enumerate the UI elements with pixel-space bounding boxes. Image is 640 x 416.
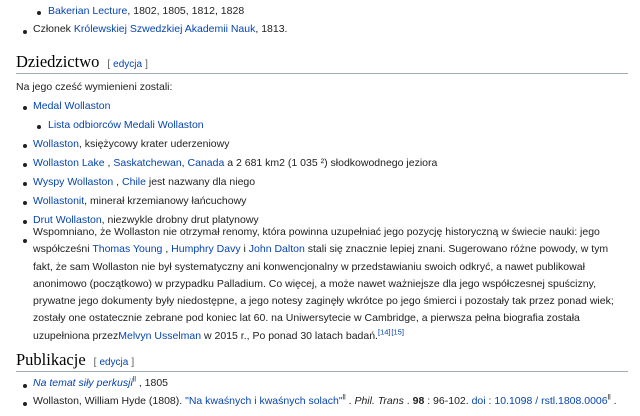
reference-15[interactable]: [15] [391,327,404,337]
list-bullet [23,144,27,148]
wollaston-crater-link[interactable]: Wollaston [33,138,79,150]
list-item-publication-2: Wollaston, William Hyde (1808). "Na kwaśnych i kwaśnych solach"$^{ll}$ . Phil. Trans . 98 : 96-102. doi : 10.1098 / rstl.1808.0006$^{ll}$ . [33,394,617,407]
list-bullet [23,163,27,167]
list-bullet [23,106,27,110]
external-link-marker: ll [132,376,136,384]
list-item-medal [33,100,110,112]
list-bullet [23,384,27,388]
list-bullet [23,220,27,224]
doi-value-link[interactable]: 10.1098 / rstl.1808.0006 [494,395,608,407]
thomas-young-link[interactable]: Thomas Young [92,243,163,256]
section-title: Dziedzictwo [16,52,100,71]
canada-link[interactable]: Canada [187,157,225,169]
member-prefix: Członek [33,23,74,35]
list-item-mineral: Wollastonit, minerał krzemianowy łańcuchowy [33,195,247,207]
list-bullet [23,239,27,243]
member-year: , 1813. [255,23,288,35]
section-heading-publikacje [16,350,134,370]
bakerian-lecture-link[interactable]: Bakerian Lecture [48,5,128,17]
journal-name: Phil. Trans [354,395,404,407]
list-item-medal-recipients [48,119,204,131]
publication-2-link[interactable]: "Na kwaśnych i kwaśnych solach" [185,395,343,407]
wollaston-wire-link[interactable]: Drut Wollaston [33,214,102,226]
volume-number: 98 [412,395,425,407]
wollaston-islands-link[interactable]: Wyspy Wollaston [33,176,114,188]
humphry-davy-link[interactable]: Humphry Davy [171,243,241,256]
section-title: Publikacje [16,350,86,369]
edit-section: [ edycja ] [107,59,148,70]
list-bullet [37,125,41,129]
list-bullet [23,402,27,406]
john-dalton-link[interactable]: John Dalton [248,243,305,256]
edit-link-publikacje[interactable]: edycja [99,357,129,368]
edit-link-dziedzictwo[interactable]: edycja [113,59,143,70]
section-heading-dziedzictwo [16,52,148,72]
list-item-islands: Wyspy Wollaston , Chile jest nazwany dla niego [33,176,256,188]
legacy-paragraph: Wspomniano, że Wollaston nie otrzymał renomy, która powinna uzupełniać jego pozycję historyczną w świecie nauki: jego współcześni Thomas Young , Humphry Davy i John Dalton stali się znacznie lepiej znani. Sugerowano różne powody, w tym fakt, że sam Wollaston nie był systematyczny ani konwencjonalny w przedstawianiu swoich odkryć, a nawet publikował anonimowo (początkowo) w przypadku Palladium. Co więcej, a może nawet ważniejsze dla jego współczesnej spuścizny, prywatne jego dokumenty były niedostępne, a jego notesy zaginęły wkrótce po jego śmierci i pozostały tak przez ponad wiek; zostały one ostatecznie zebrane pod koniec lat 60. na Uniwersytecie w Cambridge, a pierwsza pełna biografia została uzupełniona przezMelvyn Usselman w 2015 r., Po ponad 30 latach badań.[14] [15] [33,226,614,342]
list-bullet [23,201,27,205]
bakerian-years: , 1802, 1805, 1812, 1828 [127,5,245,17]
list-item-member [33,23,287,35]
chile-link[interactable]: Chile [122,176,146,188]
external-link-marker: ll [607,394,611,402]
list-item-bakerian [48,5,244,17]
saskatchewan-link[interactable]: Saskatchewan [113,157,182,169]
edit-section: [ edycja ] [93,357,135,368]
reference-14[interactable]: [14] [377,327,391,337]
wollaston-lake-link[interactable]: Wollaston Lake [33,157,105,169]
melvyn-usselman-link[interactable]: Melvyn Usselman [118,329,202,342]
list-bullet [23,182,27,186]
list-item-lake: Wollaston Lake , Saskatchewan, Canada a 2 681 km2 (1 035 ²) słodkowodnego jeziora [33,157,438,169]
section-divider [16,73,628,74]
list-bullet [23,30,27,34]
legacy-intro: Na jego cześć wymienieni zostali: [16,81,173,93]
swedish-academy-link[interactable]: Królewskiej Szwedzkiej Akademii Nauk [73,23,256,35]
section-divider [16,371,628,372]
doi-link[interactable]: doi [471,395,486,407]
publication-1-link[interactable]: Na temat siły perkusji [33,377,133,389]
list-item-publication-1: Na temat siły perkusji$^{ll}$ , 1805 [33,376,169,389]
medal-wollaston-link[interactable]: Medal Wollaston [33,100,111,112]
wollastonite-link[interactable]: Wollastonit [33,195,85,207]
list-item-crater: Wollaston, księżycowy krater uderzeniowy [33,138,230,150]
list-bullet [37,11,41,15]
external-link-marker: ll [342,394,346,402]
medal-recipients-link[interactable]: Lista odbiorców Medali Wollaston [48,119,204,131]
list-item-wire: Drut Wollaston, niezwykle drobny drut platynowy [33,214,259,226]
